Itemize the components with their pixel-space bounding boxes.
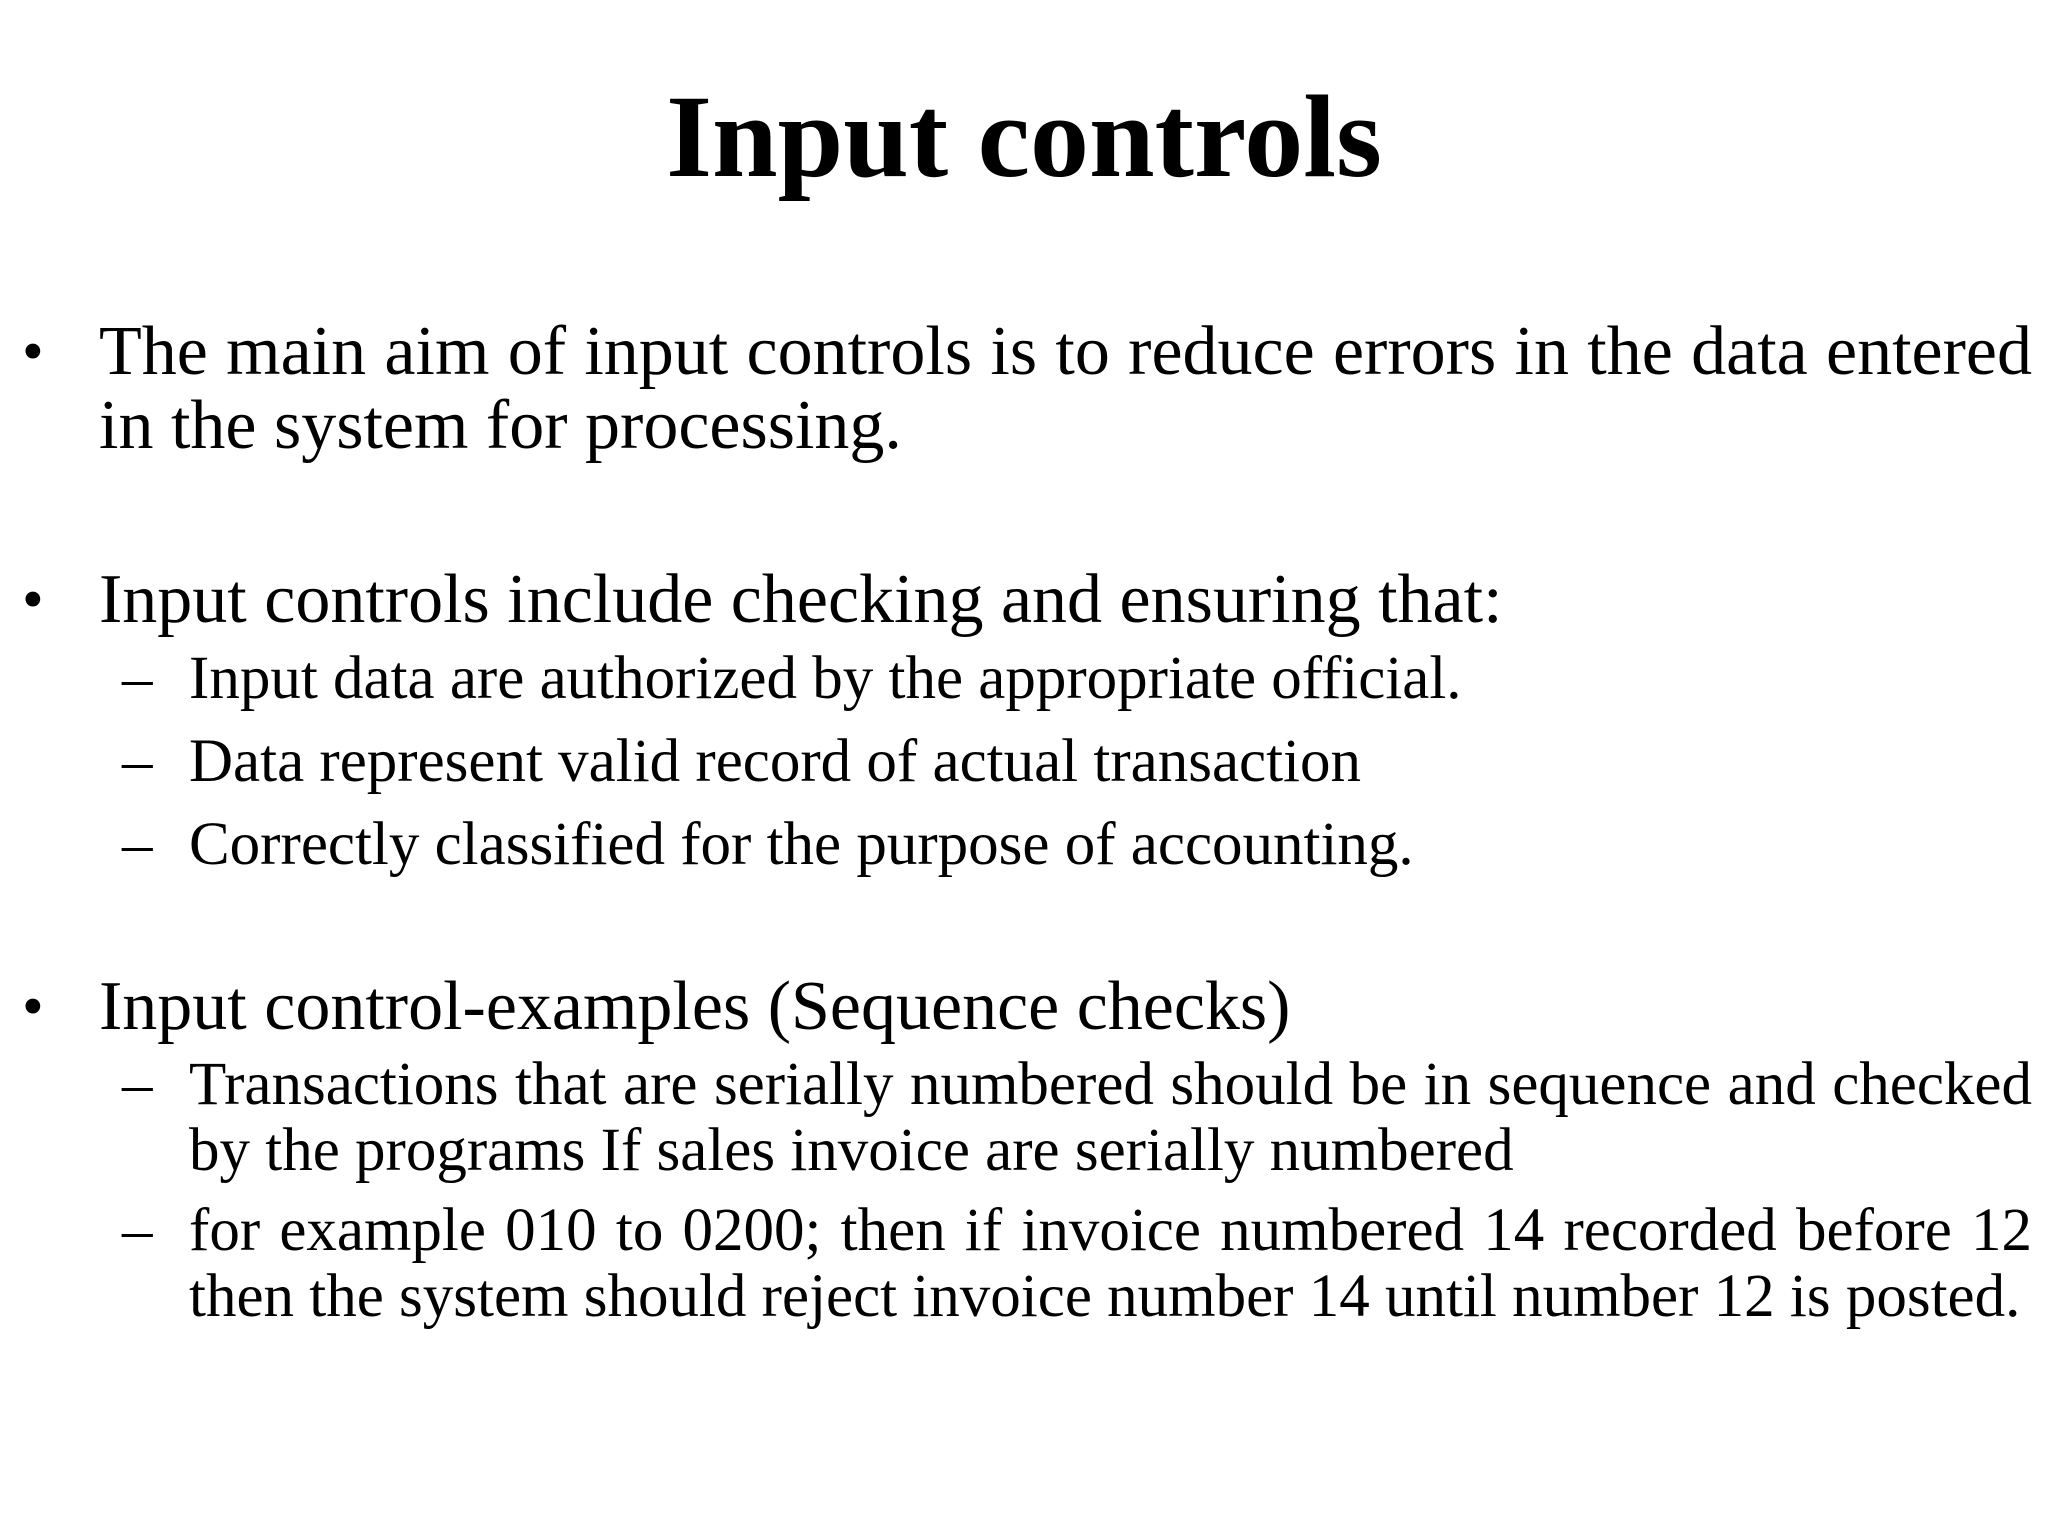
- bullet-item: [22, 970, 2032, 1044]
- bullet-item: [22, 563, 2032, 637]
- dash-marker: –: [122, 728, 153, 795]
- dash-marker: –: [122, 1197, 153, 1264]
- bullet-marker: •: [22, 973, 44, 1041]
- bullet-marker: •: [22, 318, 44, 386]
- bullet-marker: •: [22, 566, 44, 634]
- bullet-text: Input control-examples (Sequence checks): [99, 968, 1291, 1045]
- dash-marker: –: [122, 1051, 153, 1118]
- dash-marker: –: [122, 645, 153, 712]
- sub-bullet-list: [22, 645, 2032, 878]
- sub-bullet-text: Transactions that are serially numbered should be in sequence and checked by the programs If sales invoice are serially numbered: [189, 1051, 2032, 1184]
- sub-bullet-item: [122, 645, 2032, 712]
- bullet-text: The main aim of input controls is to reduce errors in the data entered in the system for processing.: [99, 313, 2032, 464]
- sub-bullet-text: Input data are authorized by the appropriate official.: [189, 645, 1462, 712]
- slide-title: Input controls: [666, 71, 1382, 202]
- sub-bullet-item: [122, 1198, 2032, 1330]
- bullet-text: Input controls include checking and ensuring that:: [99, 561, 1503, 638]
- bullet-item: [22, 315, 2032, 463]
- slide-content: [22, 315, 2032, 1330]
- sub-bullet-item: [122, 1052, 2032, 1184]
- dash-marker: –: [122, 811, 153, 878]
- sub-bullet-item: [122, 811, 2032, 878]
- sub-bullet-text: Data represent valid record of actual transaction: [189, 728, 1361, 795]
- sub-bullet-text: for example 010 to 0200; then if invoice numbered 14 recorded before 12 then the system should reject invoice number 14 until number 12 is posted.: [189, 1197, 2032, 1330]
- sub-bullet-item: [122, 728, 2032, 795]
- sub-bullet-text: Correctly classified for the purpose of accounting.: [189, 811, 1414, 878]
- sub-bullet-list: [22, 1052, 2032, 1330]
